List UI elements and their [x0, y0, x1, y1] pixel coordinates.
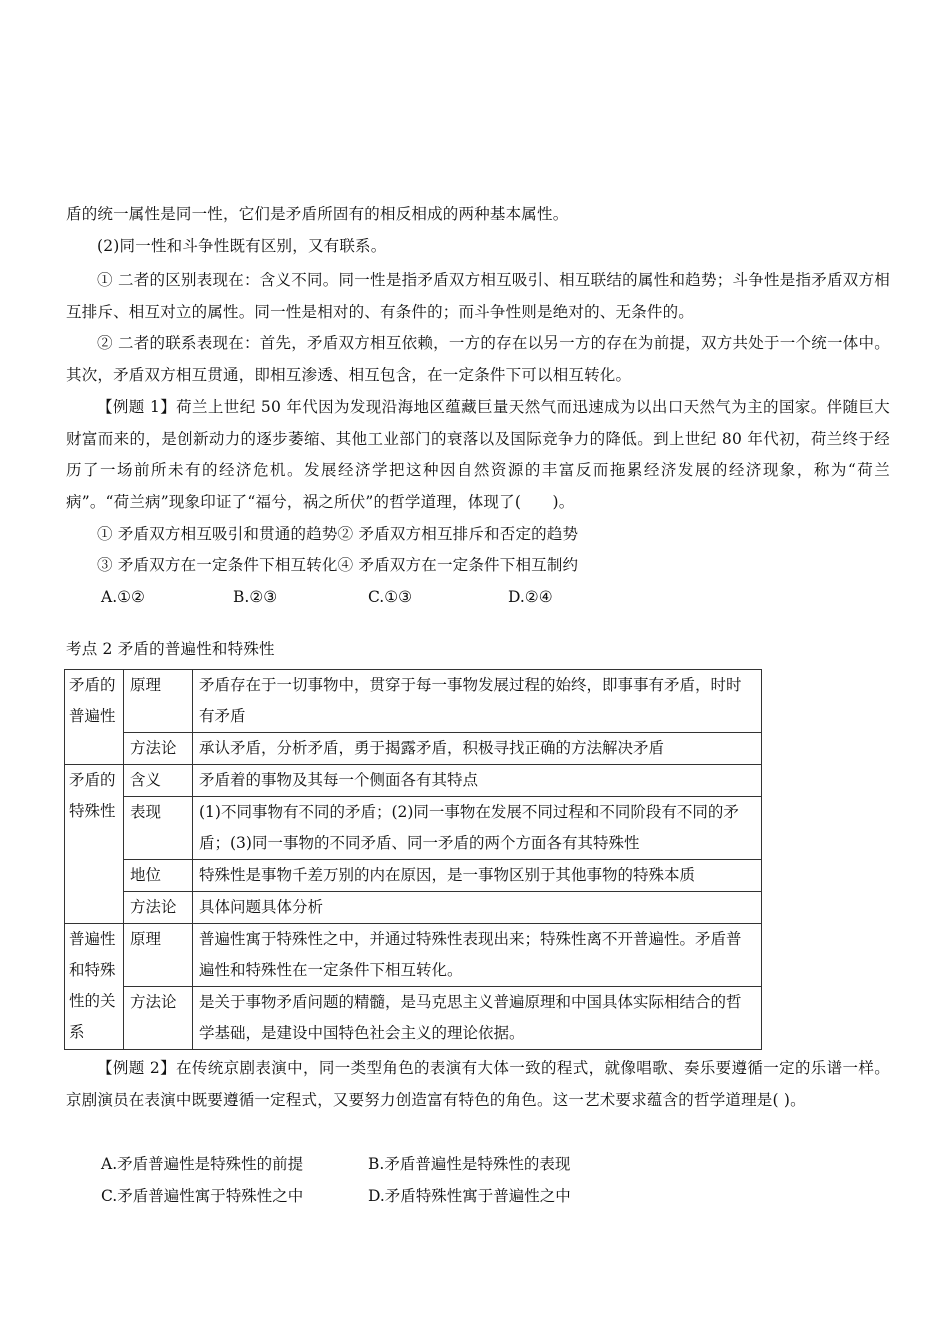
example2-stem: 【例题 2】在传统京剧表演中，同一类型角色的表演有大体一致的程式，就像唱歌、奏乐要遵循一定的乐谱一样。京剧演员在表演中既要遵循一定程式，又要努力创造富有特色的角色。这一艺术要求蕴含的哲学道理是( )。	[66, 1059, 890, 1109]
group-label-particularity: 矛盾的特殊性	[65, 765, 124, 924]
row-text: 特殊性是事物千差万别的内在原因，是一事物区别于其他事物的特殊本质	[193, 860, 762, 892]
row-text: (1)不同事物有不同的矛盾；(2)同一事物在发展不同过程和不同阶段有不同的矛盾；(3)同一事物的不同矛盾、同一矛盾的两个方面各有其特殊性	[193, 797, 762, 860]
contradiction-table	[64, 669, 762, 1050]
example1-stem: 【例题 1】荷兰上世纪 50 年代因为发现沿海地区蕴藏巨量天然气而迅速成为以出口天然气为主的国家。伴随巨大财富而来的，是创新动力的逐步萎缩、其他工业部门的衰落以及国际竞争力的降低。到上世纪 80 年代初，荷兰终于经历了一场前所未有的经济危机。发展经济学把这种因自然资源的丰富反而拖累经济发展的经济现象，称为“荷兰病”。“荷兰病”现象印证了“福兮，祸之所伏”的哲学道理，体现了( )。	[66, 398, 890, 511]
paragraph-point-2: (2)同一性和斗争性既有区别，又有联系。	[97, 237, 387, 255]
section-title-kaodian2: 考点 2 矛盾的普遍性和特殊性	[66, 640, 275, 658]
option-b: B.矛盾普遍性是特殊性的表现	[368, 1155, 571, 1173]
table-row	[65, 987, 762, 1050]
row-label: 方法论	[124, 987, 193, 1050]
option-a: A.矛盾普遍性是特殊性的前提	[101, 1155, 304, 1173]
table-row	[65, 860, 762, 892]
row-label: 含义	[124, 765, 193, 797]
row-label: 方法论	[124, 733, 193, 765]
table-row	[65, 892, 762, 924]
table-row	[65, 924, 762, 987]
option-a: A.①②	[101, 588, 145, 606]
row-text: 是关于事物矛盾问题的精髓，是马克思主义普遍原理和中国具体实际相结合的哲学基础，是建设中国特色社会主义的理论依据。	[193, 987, 762, 1050]
row-text: 承认矛盾，分析矛盾，勇于揭露矛盾，积极寻找正确的方法解决矛盾	[193, 733, 762, 765]
paragraph-continuation: 盾的统一属性是同一性，它们是矛盾所固有的相反相成的两种基本属性。	[66, 205, 569, 223]
row-text: 矛盾存在于一切事物中，贯穿于每一事物发展过程的始终，即事事有矛盾，时时有矛盾	[193, 670, 762, 733]
table-row	[65, 797, 762, 860]
row-label: 地位	[124, 860, 193, 892]
example1-options	[101, 582, 553, 613]
option-d: D.矛盾特殊性寓于普遍性之中	[368, 1187, 571, 1205]
paragraph-connection: ② 二者的联系表现在：首先，矛盾双方相互依赖，一方的存在以另一方的存在为前提，双方共处于一个统一体中。其次，矛盾双方相互贯通，即相互渗透、相互包含，在一定条件下可以相互转化。	[66, 334, 890, 384]
example2-options-row1	[101, 1149, 570, 1180]
row-text: 普遍性寓于特殊性之中，并通过特殊性表现出来；特殊性离不开普遍性。矛盾普遍性和特殊性在一定条件下相互转化。	[193, 924, 762, 987]
group-label-relationship: 普遍性和特殊性的关系	[65, 924, 124, 1050]
row-text: 矛盾着的事物及其每一个侧面各有其特点	[193, 765, 762, 797]
table-row	[65, 670, 762, 733]
example1-items-3-4: ③ 矛盾双方在一定条件下相互转化④ 矛盾双方在一定条件下相互制约	[97, 556, 579, 574]
option-d: D.②④	[508, 588, 553, 606]
table-row	[65, 733, 762, 765]
example1-items-1-2: ① 矛盾双方相互吸引和贯通的趋势② 矛盾双方相互排斥和否定的趋势	[97, 525, 579, 543]
table-row	[65, 765, 762, 797]
row-label: 原理	[124, 924, 193, 987]
group-label-universality: 矛盾的普遍性	[65, 670, 124, 765]
option-c: C.矛盾普遍性寓于特殊性之中	[101, 1187, 304, 1205]
paragraph-difference: ① 二者的区别表现在：含义不同。同一性是指矛盾双方相互吸引、相互联结的属性和趋势；斗争性是指矛盾双方相互排斥、相互对立的属性。同一性是相对的、有条件的；而斗争性则是绝对的、无条件的。	[66, 271, 890, 321]
row-label: 方法论	[124, 892, 193, 924]
row-text: 具体问题具体分析	[193, 892, 762, 924]
option-c: C.①③	[368, 588, 413, 606]
example2-options-row2	[101, 1181, 571, 1212]
option-b: B.②③	[233, 588, 278, 606]
row-label: 表现	[124, 797, 193, 860]
row-label: 原理	[124, 670, 193, 733]
